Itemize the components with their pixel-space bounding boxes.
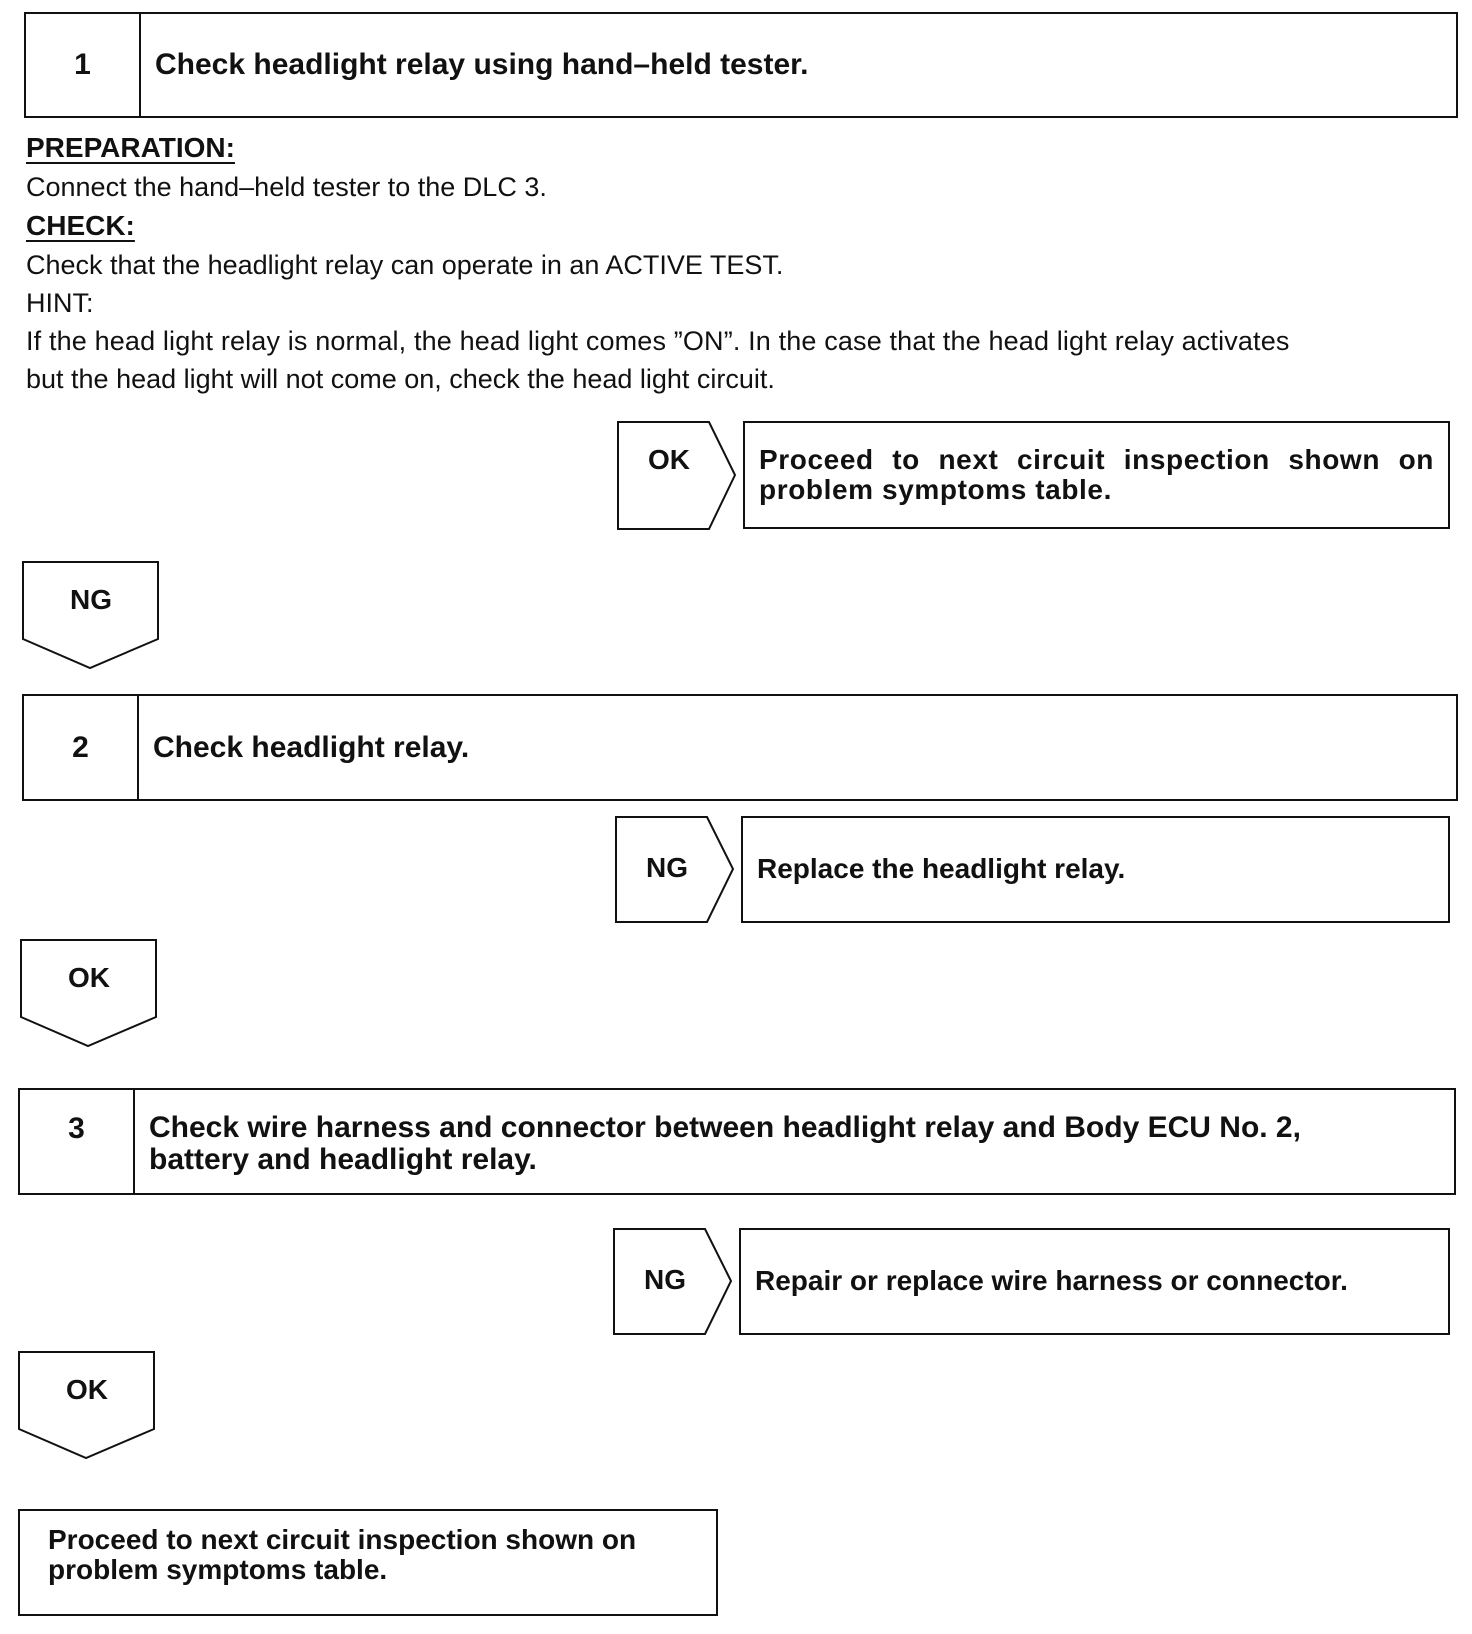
step-title: Check headlight relay using hand–held tester. — [155, 48, 809, 81]
step-title-line-2: battery and headlight relay. — [149, 1143, 537, 1176]
ok-down-label: OK — [68, 962, 110, 993]
ng-result-box — [739, 1228, 1450, 1335]
step-title: Check headlight relay. — [153, 731, 470, 764]
step-number: 2 — [24, 696, 139, 799]
hint-heading: HINT: — [26, 288, 94, 318]
ng-result-text: Replace the headlight relay. — [757, 853, 1126, 884]
ng-down-label: NG — [70, 584, 112, 615]
ng-label: NG — [646, 852, 688, 883]
step-number: 1 — [26, 14, 141, 116]
ok-result-box — [743, 421, 1450, 529]
final-result-box — [18, 1509, 718, 1616]
ng-label: NG — [644, 1264, 686, 1295]
ok-down-arrow-icon — [20, 939, 158, 1049]
step-title — [135, 1090, 1301, 1193]
step-2-box — [22, 694, 1458, 801]
ng-result-text: Repair or replace wire harness or connector. — [755, 1265, 1348, 1296]
step-title-line-1: Check wire harness and connector between headlight relay and Body ECU No. 2, — [149, 1111, 1301, 1144]
ng-result-box — [741, 816, 1450, 923]
hint-line-1: If the head light relay is normal, the head light comes ”ON”. In the case that the head light relay activates — [26, 326, 1290, 356]
hint-line-2: but the head light will not come on, check the head light circuit. — [26, 364, 775, 394]
step-3-box — [18, 1088, 1456, 1195]
final-result-text: Proceed to next circuit inspection shown on problem symptoms table. — [48, 1524, 637, 1585]
step-number: 3 — [20, 1090, 135, 1193]
ok-result-text: Proceed to next circuit inspection shown on problem symptoms table. — [759, 444, 1434, 505]
check-heading: CHECK: — [26, 210, 135, 241]
ok-down-label: OK — [66, 1374, 108, 1405]
step-1-box — [24, 12, 1458, 118]
ok-label: OK — [648, 444, 690, 475]
ok-down-arrow-icon — [18, 1351, 156, 1461]
ok-right-arrow-icon — [617, 421, 737, 531]
preparation-heading: PREPARATION: — [26, 132, 235, 163]
check-text: Check that the headlight relay can operate in an ACTIVE TEST. — [26, 250, 784, 280]
ng-down-arrow-icon — [22, 561, 160, 671]
preparation-text: Connect the hand–held tester to the DLC 3. — [26, 172, 547, 202]
